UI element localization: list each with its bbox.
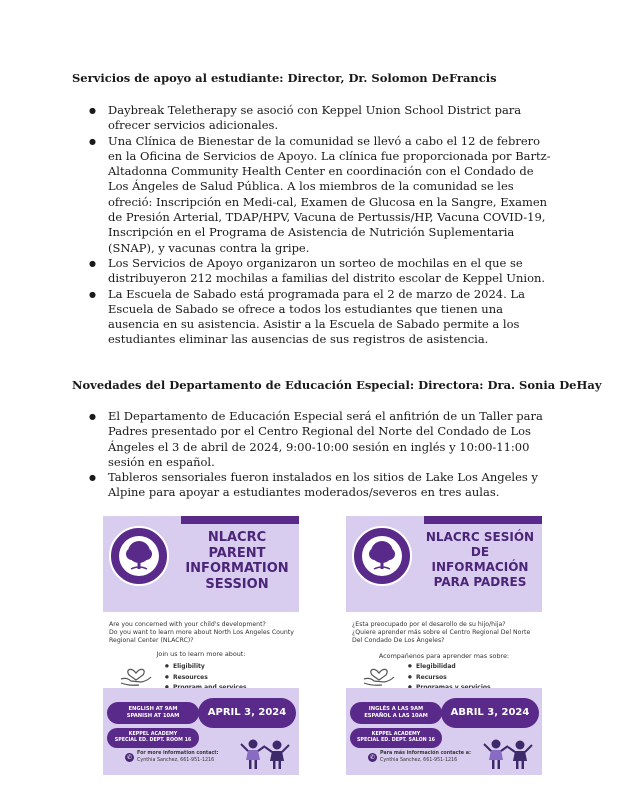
- location-school: KEPPEL ACADEMY: [371, 731, 421, 737]
- location-room: SPECIAL ED. DEPT. ROOM 16: [114, 738, 192, 743]
- location-badge: [107, 728, 199, 748]
- list-item: ● Eligibility: [165, 662, 247, 673]
- flyer-questions: [109, 621, 297, 645]
- tree-icon: [354, 528, 410, 584]
- event-date-badge: ABRIL 3, 2024: [441, 698, 539, 728]
- flyer-question-2: Do you want to learn more about North Los Angeles County Regional Center (NLACRC)?: [109, 629, 294, 644]
- list-item: ● Los Servicios de Apoyo organizaron un sorteo de mochilas en el que se distribuyeron 212 mochilas a familias del distrito escolar de Keppel Union.: [72, 256, 552, 287]
- list-item: ● Resources: [165, 673, 247, 684]
- special-education-list: [72, 409, 552, 501]
- flyer-title: NLACRC SESIÓN DE INFORMACIÓN PARA PADRES: [425, 530, 535, 589]
- contact-name-phone: Cynthia Sanchez, 661-951-1216: [380, 757, 458, 763]
- session-time-english: ENGLISH AT 9AM: [128, 706, 178, 712]
- list-item: ● Daybreak Teletherapy se asoció con Keppel Union School District para ofrecer servicios adicionales.: [72, 103, 552, 134]
- session-time-english: INGLÉS A LAS 9AM: [368, 706, 424, 712]
- student-support-list: [72, 103, 552, 348]
- heart-hands-icon: [119, 661, 153, 687]
- session-times-badge: [350, 702, 442, 724]
- regional-center-logo: [109, 526, 169, 586]
- contact-info: [380, 751, 471, 764]
- regional-center-logo: [352, 526, 412, 586]
- list-item: ● Una Clínica de Bienestar de la comunidad se llevó a cabo el 12 de febrero en la Oficina de Servicios de Apoyo. La clínica fue proporcionada por Bartz-Altadonna Community Health Center en coordinación con el Condado de Los Ángeles de Salud Pública. A los miembros de la comunidad se les ofreció: Inscripción en Medi-cal, Examen de Glucosa en la Sangre, Examen de Presión Arterial, TDAP/HPV, Vacuna de Pertussis/HP, Vacuna COVID-19, Inscripción en el Programa de Asistencia de Nutrición Suplementaria (SNAP), y vacunas contra la gripe.: [72, 134, 552, 256]
- location-room: SPECIAL ED. DEPT. SALON 16: [356, 738, 436, 743]
- flyer-spanish: [346, 516, 542, 775]
- section-heading-student-support: Servicios de apoyo al estudiante: Director, Dr. Solomon DeFrancis: [72, 71, 497, 85]
- flyer-join-text: Acompañenos para aprender mas sobre:: [378, 652, 510, 660]
- phone-icon: ✆: [369, 754, 376, 761]
- list-item: ● Tableros sensoriales fueron instalados en los sitios de Lake Los Angeles y Alpine para apoyar a estudiantes moderados/severos en tres aulas.: [72, 470, 552, 501]
- location-badge: [350, 728, 442, 748]
- session-time-spanish: SPANISH AT 10AM: [126, 713, 180, 719]
- list-item: ● Recursos: [408, 673, 491, 684]
- flyer-question-1: ¿Esta preocupado por el desarollo de su hijo/hija?: [352, 621, 506, 628]
- children-icon: [482, 738, 534, 772]
- contact-info: [137, 751, 219, 764]
- contact-name-phone: Cynthia Sanchez, 661-951-1216: [137, 757, 215, 763]
- session-time-spanish: ESPAÑOL A LAS 10AM: [364, 713, 428, 719]
- section-heading-special-education: Novedades del Departamento de Educación Especial: Directora: Dra. Sonia DeHay: [72, 378, 602, 392]
- location-school: KEPPEL ACADEMY: [128, 731, 178, 737]
- flyer-questions: [352, 621, 540, 645]
- event-date-badge: APRIL 3, 2024: [198, 698, 296, 728]
- session-times-badge: [107, 702, 199, 724]
- flyer-question-1: Are you concerned with your child's development?: [109, 621, 266, 628]
- flyer-top-band: [181, 516, 299, 524]
- flyer-question-2: ¿Quiere aprender más sobre el Centro Regional Del Norte Del Condado De Los Ángeles?: [352, 629, 531, 644]
- list-item: ● Elegibilidad: [408, 662, 491, 673]
- flyer-english: [103, 516, 299, 775]
- contact-label: Para más información contacte a:: [380, 751, 471, 756]
- flyer-top-band: [424, 516, 542, 524]
- flyer-title: NLACRC PARENT INFORMATION SESSION: [185, 530, 289, 592]
- contact-label: For more information contact:: [137, 751, 219, 756]
- flyer-join-text: Join us to learn more about:: [156, 650, 246, 658]
- tree-icon: [111, 528, 167, 584]
- list-item: ● El Departamento de Educación Especial será el anfitrión de un Taller para Padres presentado por el Centro Regional del Norte del Condado de Los Ángeles el 3 de abril de 2024, 9:00-10:00 sesión en inglés y 10:00-11:00 sesión en español.: [72, 409, 552, 470]
- phone-icon: ✆: [126, 754, 133, 761]
- children-icon: [239, 738, 291, 772]
- list-item: ● La Escuela de Sabado está programada para el 2 de marzo de 2024. La Escuela de Sabado se ofrece a todos los estudiantes que tienen una ausencia en su asistencia. Asistir a la Escuela de Sabado permite a los estudiantes eliminar las ausencias de sus registros de asistencia.: [72, 287, 552, 348]
- heart-hands-icon: [362, 661, 396, 687]
